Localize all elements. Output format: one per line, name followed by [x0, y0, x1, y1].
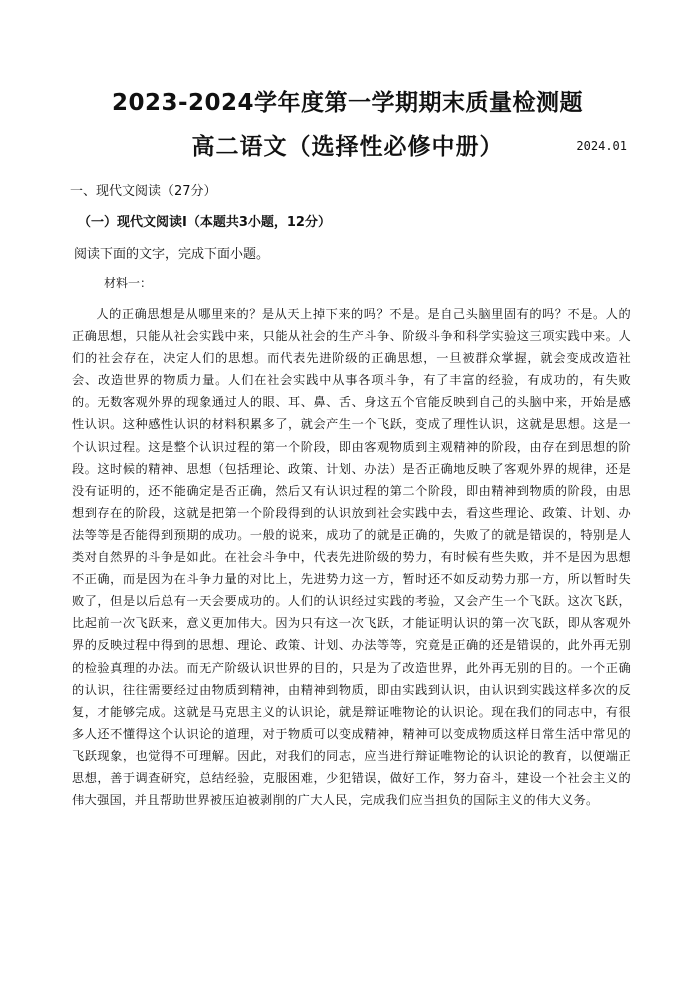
exam-subtitle: 高二语文（选择性必修中册）	[191, 134, 504, 160]
exam-date: 2024.01	[576, 139, 627, 153]
section-heading: 一、现代文阅读（27分）	[70, 184, 217, 199]
material-label: 材料一：	[104, 276, 153, 290]
subsection-heading: （一）现代文阅读Ⅰ（本题共3小题，12分）	[78, 215, 331, 230]
subtitle-row	[0, 128, 695, 162]
material-paragraph: 人的正确思想是从哪里来的？是从天上掉下来的吗？不是。是自己头脑里固有的吗？不是。人的正确思想，只能从社会实践中来，只能从社会的生产斗争、阶级斗争和科学实验这三项实践中来。人们的社会存在，决定人们的思想。而代表先进阶级的正确思想，一旦被群众掌握，就会变成改造社会、改造世界的物质力量。人们在社会实践中从事各项斗争，有了丰富的经验，有成功的，有失败的。无数客观外界的现象通过人的眼、耳、鼻、舌、身这五个官能反映到自己的头脑中来，开始是感性认识。这种感性认识的材料积累多了，就会产生一个飞跃，变成了理性认识，这就是思想。这是一个认识过程。这是整个认识过程的第一个阶段，即由客观物质到主观精神的阶段，由存在到思想的阶段。这时候的精神、思想（包括理论、政策、计划、办法）是否正确地反映了客观外界的规律，还是没有证明的，还不能确定是否正确，然后又有认识过程的第二个阶段，即由精神到物质的阶段，由思想到存在的阶段，这就是把第一个阶段得到的认识放到社会实践中去，看这些理论、政策、计划、办法等等是否能得到预期的成功。一般的说来，成功了的就是正确的，失败了的就是错误的，特别是人类对自然界的斗争是如此。在社会斗争中，代表先进阶级的势力，有时候有些失败，并不是因为思想不正确，而是因为在斗争力量的对比上，先进势力这一方，暂时还不如反动势力那一方，所以暂时失败了，但是以后总有一天会要成功的。人们的认识经过实践的考验，又会产生一个飞跃。这次飞跃，比起前一次飞跃来，意义更加伟大。因为只有这一次飞跃，才能证明认识的第一次飞跃，即从客观外界的反映过程中得到的思想、理论、政策、计划、办法等等，究竟是正确的还是错误的，此外再无别的检验真理的办法。而无产阶级认识世界的目的，只是为了改造世界，此外再无别的目的。一个正确的认识，往往需要经过由物质到精神，由精神到物质，即由实践到认识，由认识到实践这样多次的反复，才能够完成。这就是马克思主义的认识论，就是辩证唯物论的认识论。现在我们的同志中，有很多人还不懂得这个认识论的道理，对于物质可以变成精神，精神可以变成物质这样日常生活中常见的飞跃现象，也觉得不可理解。因此，对我们的同志，应当进行辩证唯物论的认识论的教育，以便端正思想，善于调查研究，总结经验，克服困难，少犯错误，做好工作，努力奋斗，建设一个社会主义的伟大强国，并且帮助世界被压迫被剥削的广大人民，完成我们应当担负的国际主义的伟大义务。	[72, 307, 631, 808]
reading-instruction: 阅读下面的文字，完成下面小题。	[74, 247, 270, 262]
exam-title: 2023-2024学年度第一学期期末质量检测题	[111, 90, 584, 116]
